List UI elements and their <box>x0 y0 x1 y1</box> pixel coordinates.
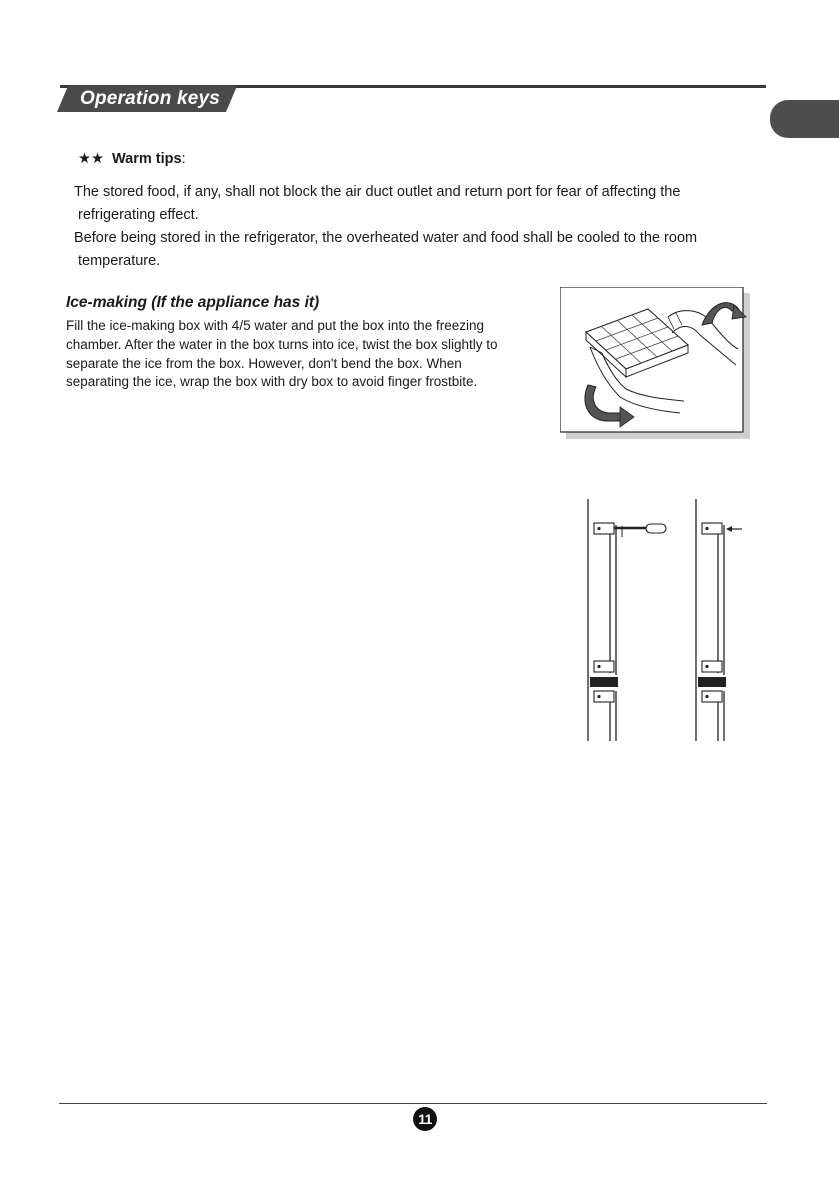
warm-tip-line: Before being stored in the refrigerator, the overheated water and food shall be cooled to the room <box>74 230 698 246</box>
ice-making-instructions: Fill the ice-making box with 4/5 water and put the box into the freezing chamber. After the water in the box turns into ice, twist the box slightly to separate the ice from the box. However, don't bend the box. When separating the ice, wrap the box with dry box to avoid finger frostbite. <box>66 318 498 390</box>
warm-tip-line: The stored food, if any, shall not block the air duct outlet and return port for fear of affecting the <box>74 184 681 200</box>
warm-tip-line: refrigerating effect. <box>78 207 199 223</box>
star-icon: ★★ <box>78 151 104 167</box>
door-hinge-illustration <box>580 495 750 743</box>
footer-rule <box>59 1103 767 1104</box>
section-title: Operation keys <box>80 88 221 109</box>
warm-tip-line: temperature. <box>78 253 161 269</box>
ice-tray-illustration <box>560 287 750 439</box>
warm-tips-label: Warm tips <box>112 151 182 167</box>
warm-tip-item <box>74 181 774 227</box>
warm-tips-heading <box>78 151 186 167</box>
warm-tips-colon: : <box>181 151 186 167</box>
language-side-tab <box>770 100 839 138</box>
warm-tip-item <box>74 227 774 273</box>
ice-making-heading: Ice-making (If the appliance has it) <box>66 294 320 311</box>
page-number: 11 <box>413 1107 437 1131</box>
